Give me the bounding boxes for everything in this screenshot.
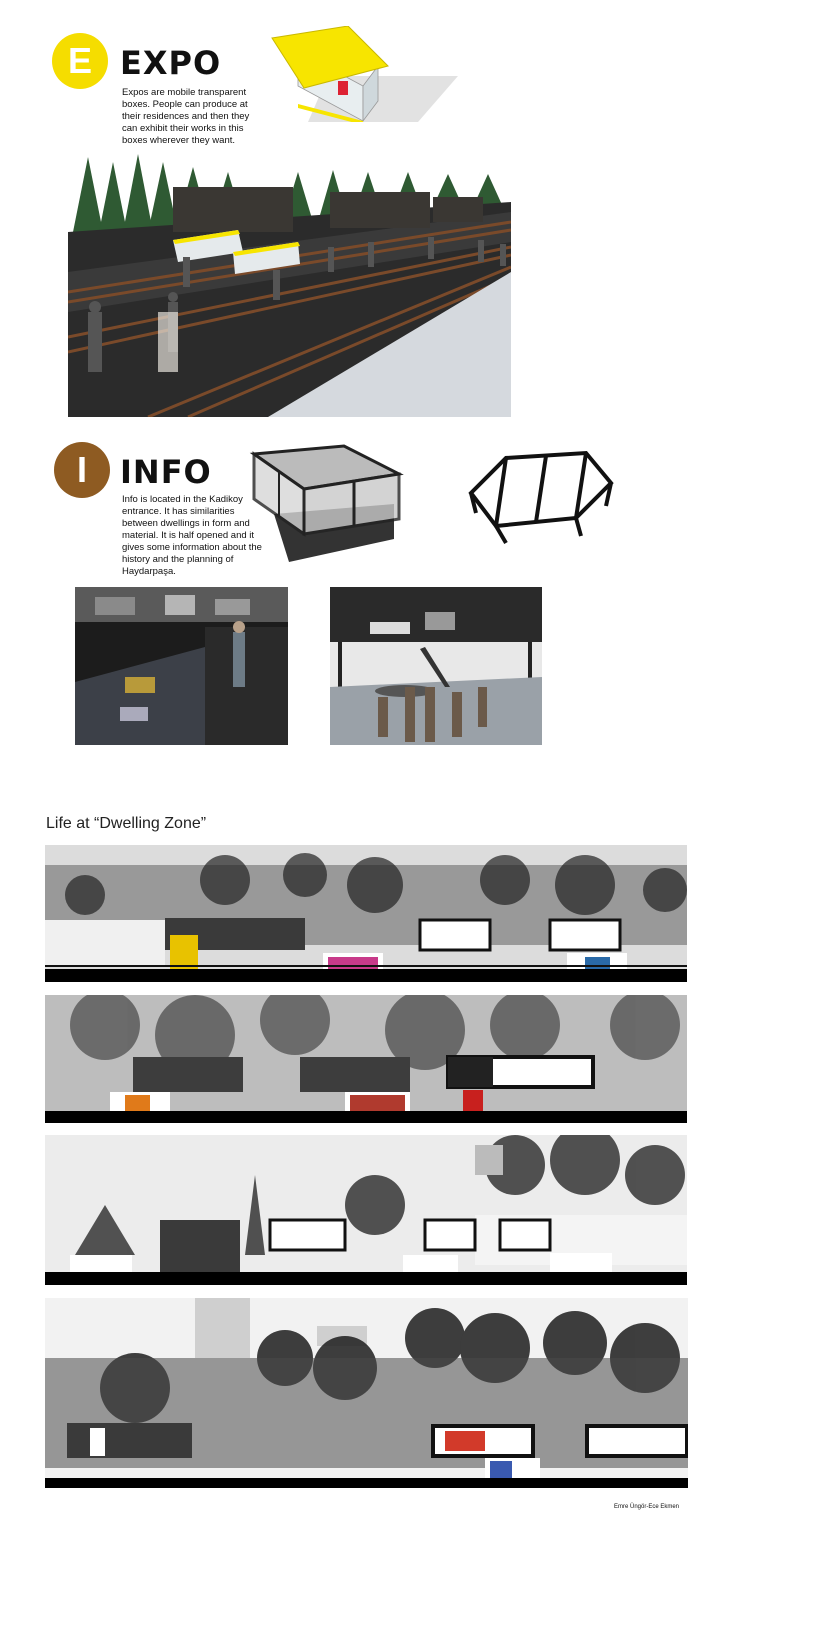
expo-title: EXPO <box>120 44 222 82</box>
info-title: INFO <box>120 453 212 491</box>
expo-railway-scene-image <box>68 152 511 417</box>
dwelling-section-1 <box>45 845 687 982</box>
info-pavilion-rendering <box>244 444 409 564</box>
expo-badge <box>52 33 108 89</box>
info-badge-letter: I <box>76 449 87 490</box>
info-badge <box>54 442 110 498</box>
dwelling-section-4 <box>45 1298 688 1488</box>
info-interior-image-2 <box>330 587 542 745</box>
author-credit: Emre Üngör-Ece Ekmen <box>614 1504 680 1510</box>
expo-description: Expos are mobile transparent boxes. People can produce at their residences and then they can exhibit their works in this boxes wherever they want. <box>122 87 250 146</box>
dwelling-section-2 <box>45 995 687 1123</box>
dwelling-section-3 <box>45 1135 687 1285</box>
expo-box-rendering <box>268 26 463 122</box>
expo-badge-letter: E <box>67 40 92 81</box>
dwelling-zone-title: Life at “Dwelling Zone” <box>46 815 207 832</box>
info-frame-wireframe <box>466 448 616 548</box>
info-interior-image-1 <box>75 587 288 745</box>
info-description: Info is located in the Kadikoy entrance. It has similarities between dwellings in form and material. It is half opened and it gives some information about the history and the planning of Haydarpaşa. <box>122 494 262 577</box>
